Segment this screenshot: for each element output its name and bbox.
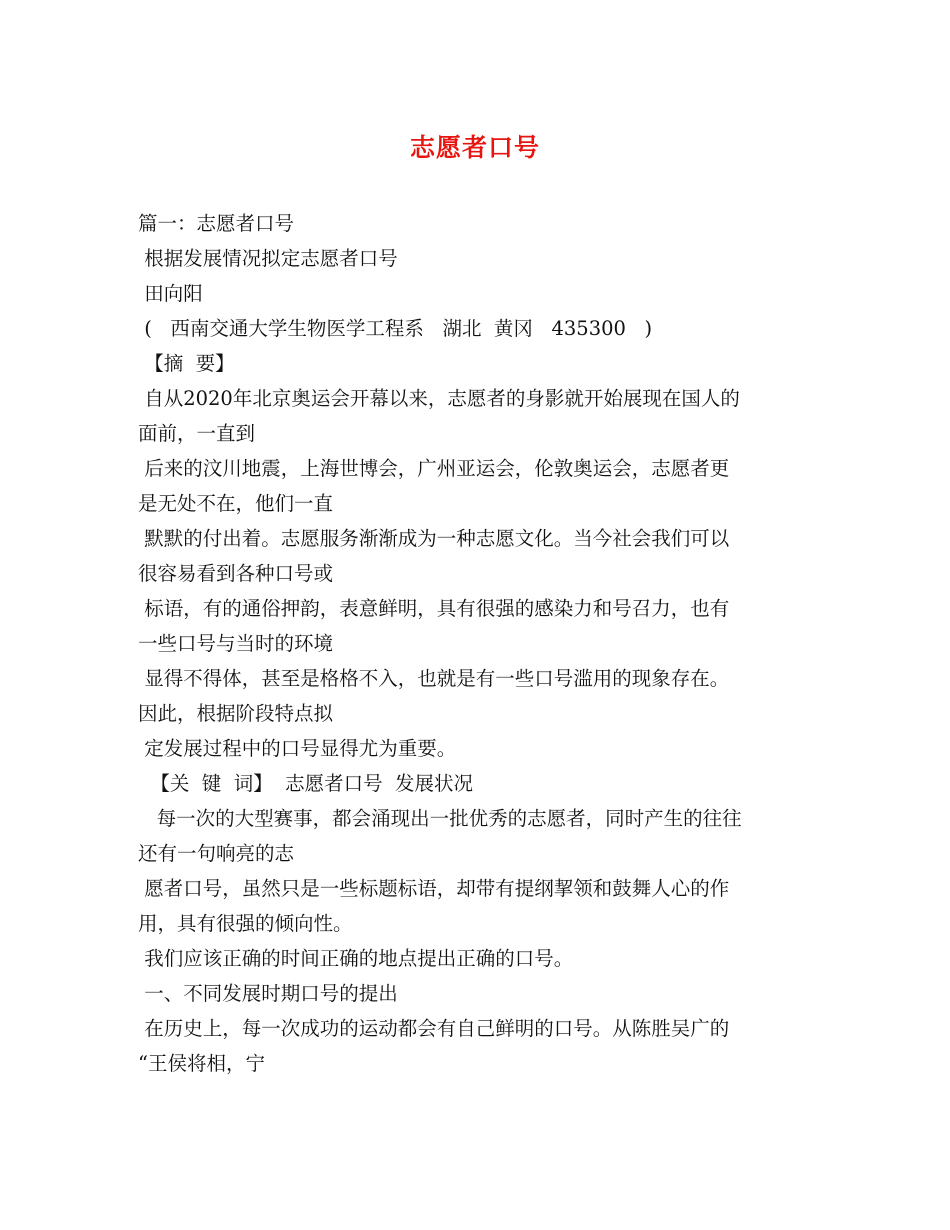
text-line: 我们应该正确的时间正确的地点提出正确的口号。 (138, 947, 574, 970)
text-line: 一些口号与当时的环境 (138, 632, 334, 655)
document-body (138, 206, 816, 1081)
text-line: 还有一句响亮的志 (138, 842, 295, 865)
text-line: 默默的付出着。志愿服务渐渐成为一种志愿文化。当今社会我们可以 (138, 527, 730, 550)
text-line: 愿者口号，虽然只是一些标题标语，却带有提纲挈领和鼓舞人心的作 (138, 877, 730, 900)
text-line: 【关 键 词】 志愿者口号 发展状况 (138, 772, 473, 795)
text-line: 篇一：志愿者口号 (138, 212, 295, 235)
text-line: 很容易看到各种口号或 (138, 562, 334, 585)
text-line: 显得不得体，甚至是格格不入，也就是有一些口号滥用的现象存在。 (138, 667, 730, 690)
text-line: 一、不同发展时期口号的提出 (138, 982, 398, 1005)
text-line: 自从2020年北京奥运会开幕以来，志愿者的身影就开始展现在国人的 (138, 387, 740, 410)
text-line: 面前，一直到 (138, 422, 256, 445)
text-line: ( 西南交通大学生物医学工程系 湖北 黄冈 435300 ) (138, 317, 653, 340)
text-line: 是无处不在，他们一直 (138, 492, 334, 515)
text-line: 根据发展情况拟定志愿者口号 (138, 247, 398, 270)
document-title: 志愿者口号 (409, 133, 540, 162)
text-line: 用，具有很强的倾向性。 (138, 912, 353, 935)
text-line: 标语，有的通俗押韵，表意鲜明，具有很强的感染力和号召力，也有 (138, 597, 730, 620)
text-line: 在历史上，每一次成功的运动都会有自己鲜明的口号。从陈胜吴广的 (138, 1017, 730, 1040)
text-line: 田向阳 (138, 282, 203, 305)
text-line: 【摘 要】 (138, 352, 235, 375)
text-line: 定发展过程中的口号显得尤为重要。 (138, 737, 457, 760)
text-line: 因此，根据阶段特点拟 (138, 702, 334, 725)
text-line: “王侯将相，宁 (138, 1052, 265, 1075)
text-line: 每一次的大型赛事，都会涌现出一批优秀的志愿者，同时产生的往往 (138, 807, 742, 830)
text-line: 后来的汶川地震，上海世博会，广州亚运会，伦敦奥运会，志愿者更 (138, 457, 730, 480)
